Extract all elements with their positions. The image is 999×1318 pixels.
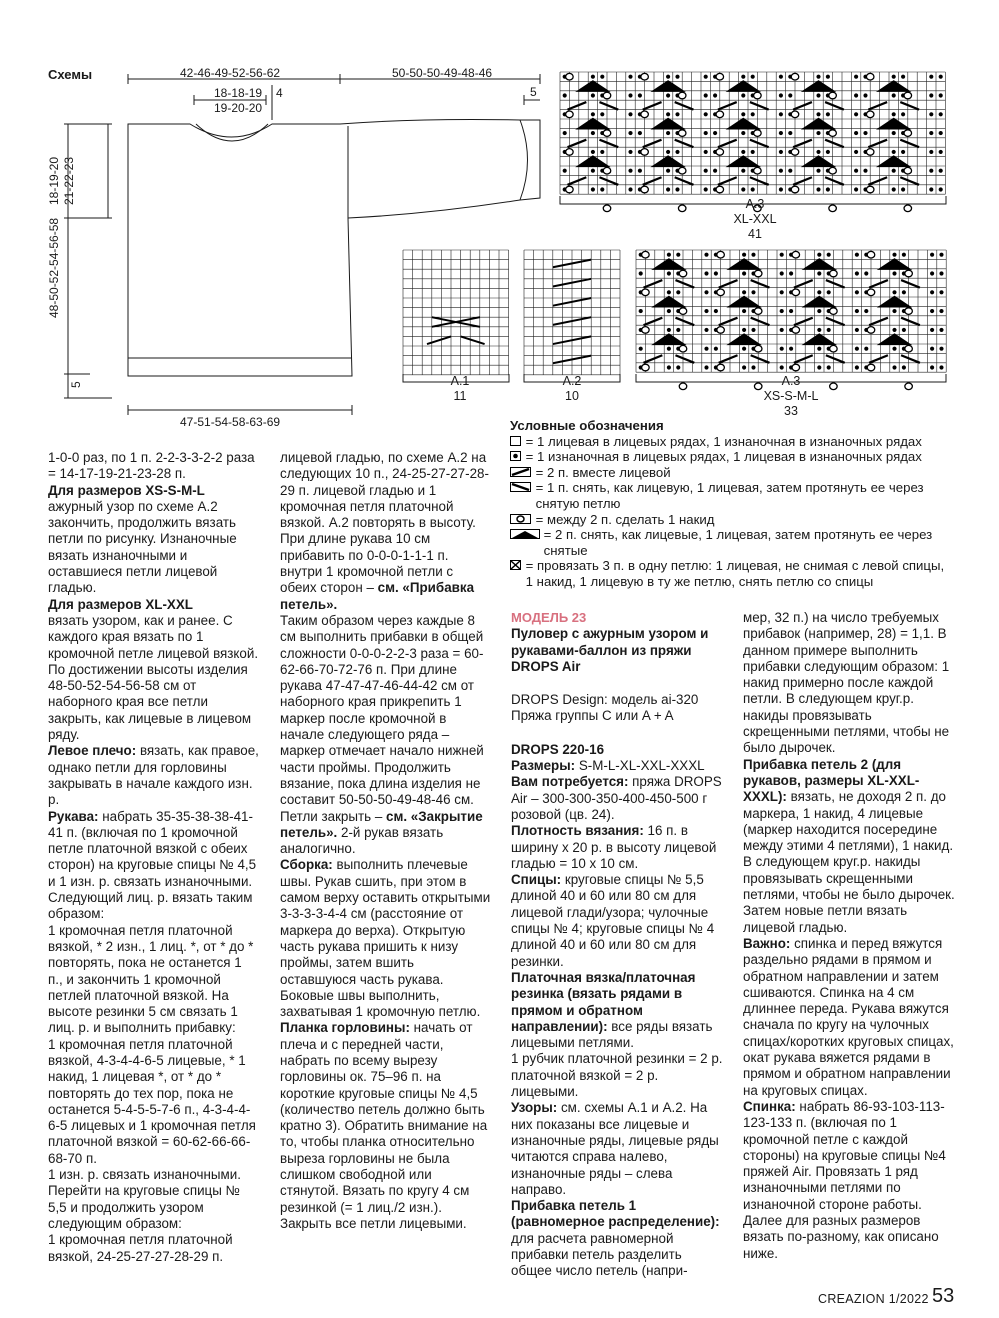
model-number: МОДЕЛЬ 23 xyxy=(511,610,587,625)
sk2po-icon xyxy=(510,529,540,540)
text-column-2: лицевой гладью, по схеме А.2 на следующих 10 п., 24-25-27-27-28-29 п. лицевой гладью и 1 кромочная петля платочной вязкой. А.2 повторять в высоту. При длине рукава 10 см прибавить по 0-0-0-1-1-1 п. внутри 1 кромочной петли с обеих сторон – см. «Прибавка петель». Таким образом через каждые 8 см выполнить прибавки в общей сложности 0-0-0-2-2-3 раза = 60-62-66-70-72-76 п. При длине рукава 47-47-47-46-44-42 см от наборного края прикрепить 1 маркер после кромочной в начале следующего ряда – маркер отмечает начало нижней части проймы. Продолжить вязание, пока длина изделия не составит 50-50-50-49-48-46 см. Петли закрыть – см. «Закрытие петель». 2-й рукав вязать аналогично. Сборка: выполнить плечевые швы. Рукав сшить, при этом в самом верху оставить открытыми 3-3-3-3-4-4 см (расстояние от маркера до верха). Открытую часть рукава пришить к низу проймы, затем вшить оставшуюся часть рукава. Боковые швы выполнить, захватывая 1 кромочную петлю. Планка горловины: начать от плеча и с передней части, набрать по всему вырезу горловины ок. 75–96 п. на короткие круговые спицы № 4,5 (количество петель должно быть кратно 3). Обратить внимание на то, чтобы планка относительно выреза горловины не была слишком свободной или стянутой. Вязать по кругу 4 см резинкой (= 1 лиц./2 изн.). Закрыть все петли лицевыми. xyxy=(280,450,491,1231)
neck-depth-dim: 4 xyxy=(276,86,283,100)
armhole-dim-b: 21-22-23 xyxy=(62,156,76,205)
model-code: DROPS 220-16 xyxy=(511,741,605,757)
legend-item-purl: = 1 изнаночная в лицевых рядах, 1 лицевая в изнаночных рядах xyxy=(510,449,955,465)
legend-item-sk2po: = 2 п. снять, как лицевые, 1 лицевая, затем протянуть ее через снятые xyxy=(510,527,955,558)
legend-item-knit: = 1 лицевая в лицевых рядах, 1 изнаночная в изнаночных рядах xyxy=(510,434,955,450)
text-column-3: МОДЕЛЬ 23 Пуловер с ажурным узором и рукавами-баллон из пряжи DROPS Air DROPS Design: модель ai-320 Пряжа группы C или A + A DROPS 220-16 Размеры: S-M-L-XL-XXL-XXXL Вам потребуется: пряжа DROPS Air – 300-300-350-400-450-500 г розовой (цв. 24). Плотность вязания: 16 п. в ширину х 20 р. в высоту лицевой гладью = 10 х 10 см. Спицы: круговые спицы № 5,5 длиной 40 и 60 или 80 см для лицевой глади/узора; чулочные спицы № 4; круговые спицы № 4 длиной 40 и 60 или 80 см для резинки. Платочная вязка/платочная резинка (вязать рядами в прямом и обратном направлении): все ряды вязать лицевыми петлями. 1 рубчик платочной резинки = 2 р. платочной вязкой = 2 р. лицевыми. Узоры: см. схемы А.1 и А.2. На них показаны все лицевые и изнаночные ряды, лицевые ряды читаются справа налево, изнаночные ряды – слева направо. Прибавка петель 1 (равномерное распределение): для расчета равномерной прибавки петель разделить общее число петель (напри- xyxy=(511,610,723,1279)
legend-item-skpo: = 1 п. снять, как лицевую, 1 лицевая, затем протянуть ее через снятую петлю xyxy=(510,480,955,511)
chart-a3-top-name: A.3 xyxy=(745,197,765,211)
cross-square-icon xyxy=(510,560,522,571)
chart-a3-top-sizes: XL-XXL xyxy=(733,212,777,226)
chart-brackets xyxy=(0,0,999,400)
chart-a1-name: A.1 xyxy=(450,374,470,388)
neck-width-dim: 18-18-19 xyxy=(214,86,263,100)
dot-square-icon xyxy=(510,451,522,462)
chart-a3-bottom-sizes: XS-S-M-L xyxy=(763,389,819,403)
legend-title: Условные обозначения xyxy=(510,418,664,433)
page-number: 53 xyxy=(932,1285,955,1307)
k2tog-icon xyxy=(510,467,532,478)
armhole-dim-a: 18-19-20 xyxy=(47,156,61,205)
chart-a3-top-stitches: 41 xyxy=(748,227,762,241)
hem-dim: 5 xyxy=(69,381,83,388)
legend-item-3in1: = провязать 3 п. в одну петлю: 1 лицевая, не снимая с левой спицы, 1 накид, 1 лицевую в ту же петлю, снять петлю со спицы xyxy=(510,558,955,589)
shoulder-dim: 19-20-20 xyxy=(214,101,263,115)
yarn-over-icon xyxy=(510,514,532,525)
chart-a2-stitches: 10 xyxy=(565,389,579,403)
chart-a2-name: A.2 xyxy=(562,374,582,388)
chart-a1-stitches: 11 xyxy=(453,389,467,403)
bottom-width-dim: 47-51-54-58-63-69 xyxy=(180,415,281,429)
legend-item-k2tog: = 2 п. вместе лицевой xyxy=(510,465,955,481)
body-length-dim: 48-50-52-54-56-58 xyxy=(47,217,61,318)
empty-square-icon xyxy=(510,436,522,447)
chart-a3-bottom-stitches: 33 xyxy=(784,404,798,418)
model-title: Пуловер с ажурным узором и рукавами-баллон из пряжи DROPS Air xyxy=(511,626,709,674)
cuff-dim: 5 xyxy=(530,85,537,99)
schemes-title: Схемы xyxy=(48,67,93,82)
top-width-dim: 42-46-49-52-56-62 xyxy=(180,66,281,80)
chart-a3-bottom-name: A.3 xyxy=(781,374,801,388)
skpo-icon xyxy=(510,482,532,493)
sleeve-length-dim: 50-50-50-49-48-46 xyxy=(392,66,493,80)
legend-item-yo: = между 2 п. сделать 1 накид xyxy=(510,512,955,528)
magazine-name: CREAZION 1/2022 xyxy=(818,1292,929,1306)
text-column-1: 1-0-0 раз, по 1 п. 2-2-3-3-2-2 раза = 14-17-19-21-23-28 п. Для размеров XS-S-M-L ажурный узор по схеме А.2 закончить, продолжить вязать петли по рисунку. Изнаночные вязать изнаночными и оставшиеся петли лицевой гладью. Для размеров XL-XXL вязать узором, как и ранее. С каждого края вязать по 1 кромочной петле лицевой вязкой. По достижении высоты изделия 48-50-52-54-56-58 см от наборного края все петли закрыть, как лицевые в лицевом ряду. Левое плечо: вязать, как правое, однако петли для горловины закрывать в начале каждого изн. р. Рукава: набрать 35-35-38-38-41-41 п. (включая по 1 кромочной петле платочной вязкой с обеих сторон) на круговые спицы № 4,5 и 1 изн. р. связать изнаночными. Следующий лиц. р. вязать таким образом: 1 кромочная петля платочной вязкой, * 2 изн., 1 лиц. *, от * до * повторять, пока не останется 1 п., и закончить 1 кромочной петлей платочной вязкой. На высоте резинки 5 см связать 1 лиц. р. и выполнить прибавку: 1 кромочная петля платочной вязкой, 4-3-4-4-6-5 лицевые, * 1 накид, 1 лицевая *, от * до * повторять до тех пор, пока не останется 5-4-5-5-7-6 п., 4-3-4-4-6-5 лицевых и 1 кромочная петля платочной вязкой = 60-62-66-66-68-70 п. 1 изн. р. связать изнаночными. Перейти на круговые спицы № 5,5 и продолжить узором следующим образом: 1 кромочная петля платочной вязкой, 24-25-27-27-28-29 п. xyxy=(48,450,259,1264)
text-column-4: мер, 32 п.) на число требуемых прибавок (например, 28) = 1,1. В данном примере выполнить прибавки следующим образом: 1 накид примерно после каждой петли. В следующем круг.р. накиды провязывать скрещенными петлями, чтобы не было дырочек. Прибавка петель 2 (для рукавов, размеры XL-XXL-XXXL): вязать, не доходя 2 п. до маркера, 1 накид, 4 лицевые (маркер находится посередине между этими 4 петлями), 1 накид. В следующем круг.р. накиды провязывать скрещенными петлями, чтобы не было дырочек. Затем новые петли вязать лицевой гладью. Важно: спинка и перед вяжутся раздельно рядами в прямом и обратном направлении и затем сшиваются. Спинка на 4 см длиннее переда. Рукава вяжутся сначала по кругу на чулочных спицах/коротких круговых спицах, окат рукава вяжется рядами в прямом и обратном направлении на круговых спицах. Спинка: набрать 86-93-103-113-123-133 п. (включая по 1 кромочной петле с каждой стороны) на круговые спицы №4 пряжей Air. Провязать 1 ряд изнаночными петлями по изнаночной стороне работы. Далее для разных размеров вязать по-разному, как описано ниже. xyxy=(743,610,955,1261)
legend xyxy=(510,418,955,590)
